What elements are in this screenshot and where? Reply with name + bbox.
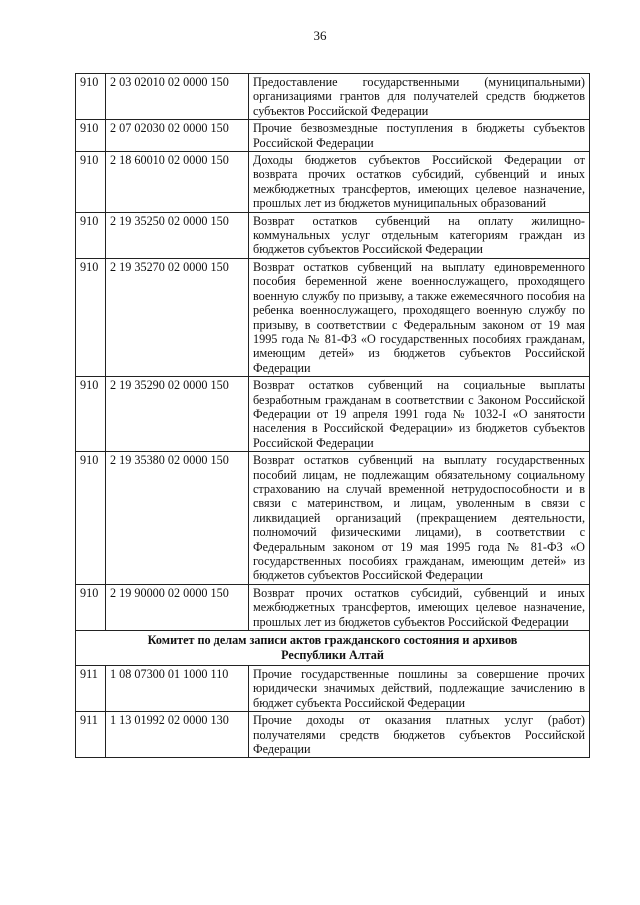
admin-code-cell: 910 — [76, 584, 106, 630]
table-row — [76, 120, 590, 152]
revenue-name-cell: Прочие безвозмездные поступления в бюджеты субъектов Российской Федерации — [249, 120, 590, 152]
page-number: 36 — [313, 28, 327, 43]
budget-code-cell: 1 13 01992 02 0000 130 — [106, 712, 249, 758]
budget-code-cell: 2 19 35250 02 0000 150 — [106, 212, 249, 258]
table-row — [76, 152, 590, 213]
section-title — [76, 631, 590, 666]
revenue-name-cell: Возврат остатков субвенций на оплату жилищно-коммунальных услуг отдельным категориям граждан из бюджетов субъектов Российской Федерации — [249, 212, 590, 258]
revenue-name-cell: Возврат остатков субвенций на выплату государственных пособий лицам, не подлежащим обязательному социальному страхованию на случай временной нетрудоспособности и в связи с материнством, и лицам, уволенным в связи с ликвидацией организаций (прекращением деятельности, полномочий физическими лицами), в соответствии с Федеральным законом от 19 мая 1995 года № 81-ФЗ «О государственных пособиях гражданам, имеющим детей» из бюджетов субъектов Российской Федерации — [249, 452, 590, 585]
revenue-name-cell: Прочие доходы от оказания платных услуг (работ) получателями средств бюджетов субъектов Российской Федерации — [249, 712, 590, 758]
budget-code-cell: 2 03 02010 02 0000 150 — [106, 74, 249, 120]
table-row — [76, 584, 590, 630]
admin-code-cell: 910 — [76, 258, 106, 376]
table-row — [76, 452, 590, 585]
section-title-line-2: Республики Алтай — [281, 648, 384, 663]
table-row — [76, 258, 590, 376]
budget-code-cell: 2 19 35270 02 0000 150 — [106, 258, 249, 376]
admin-code-cell: 911 — [76, 666, 106, 712]
table-row — [76, 74, 590, 120]
budget-code-cell: 2 19 35380 02 0000 150 — [106, 452, 249, 585]
revenue-name-cell: Прочие государственные пошлины за совершение прочих юридически значимых действий, подлежащие зачислению в бюджет субъекта Российской Федерации — [249, 666, 590, 712]
admin-code-cell: 910 — [76, 152, 106, 213]
section-title-line-1: Комитет по делам записи актов гражданского состояния и архивов — [147, 633, 518, 648]
table-row — [76, 666, 590, 712]
revenue-name-cell: Возврат остатков субвенций на выплату единовременного пособия беременной жене военнослужащего, проходящего военную службу по призыву, а также ежемесячного пособия на ребенка военнослужащего, проходящего военную службу по призыву, в соответствии с Федеральным законом от 19 мая 1995 года № 81-ФЗ «О государственных пособиях гражданам, имеющим детей» из бюджетов субъектов Российской Федерации — [249, 258, 590, 376]
budget-code-cell: 2 18 60010 02 0000 150 — [106, 152, 249, 213]
revenue-name-cell: Предоставление государственными (муниципальными) организациями грантов для получателей средств бюджетов субъектов Российской Федерации — [249, 74, 590, 120]
table-row — [76, 212, 590, 258]
revenue-name-cell: Доходы бюджетов субъектов Российской Федерации от возврата прочих остатков субсидий, субвенций и иных межбюджетных трансфертов, имеющих целевое назначение, прошлых лет из бюджетов муниципальных образований — [249, 152, 590, 213]
admin-code-cell: 911 — [76, 712, 106, 758]
table-row — [76, 712, 590, 758]
admin-code-cell: 910 — [76, 120, 106, 152]
budget-code-cell: 2 07 02030 02 0000 150 — [106, 120, 249, 152]
admin-code-cell: 910 — [76, 74, 106, 120]
budget-code-cell: 2 19 90000 02 0000 150 — [106, 584, 249, 630]
budget-code-cell: 1 08 07300 01 1000 110 — [106, 666, 249, 712]
admin-code-cell: 910 — [76, 377, 106, 452]
revenue-name-cell: Возврат остатков субвенций на социальные выплаты безработным гражданам в соответствии с Законом Российской Федерации от 19 апреля 1991 года № 1032-I «О занятости населения в Российской Федерации» из бюджетов субъектов Российской Федерации — [249, 377, 590, 452]
revenue-codes-table — [75, 73, 590, 758]
admin-code-cell: 910 — [76, 452, 106, 585]
section-header-row — [76, 631, 590, 666]
revenue-name-cell: Возврат прочих остатков субсидий, субвенций и иных межбюджетных трансфертов, имеющих целевое назначение, прошлых лет из бюджетов субъектов Российской Федерации — [249, 584, 590, 630]
budget-code-cell: 2 19 35290 02 0000 150 — [106, 377, 249, 452]
table-row — [76, 377, 590, 452]
admin-code-cell: 910 — [76, 212, 106, 258]
